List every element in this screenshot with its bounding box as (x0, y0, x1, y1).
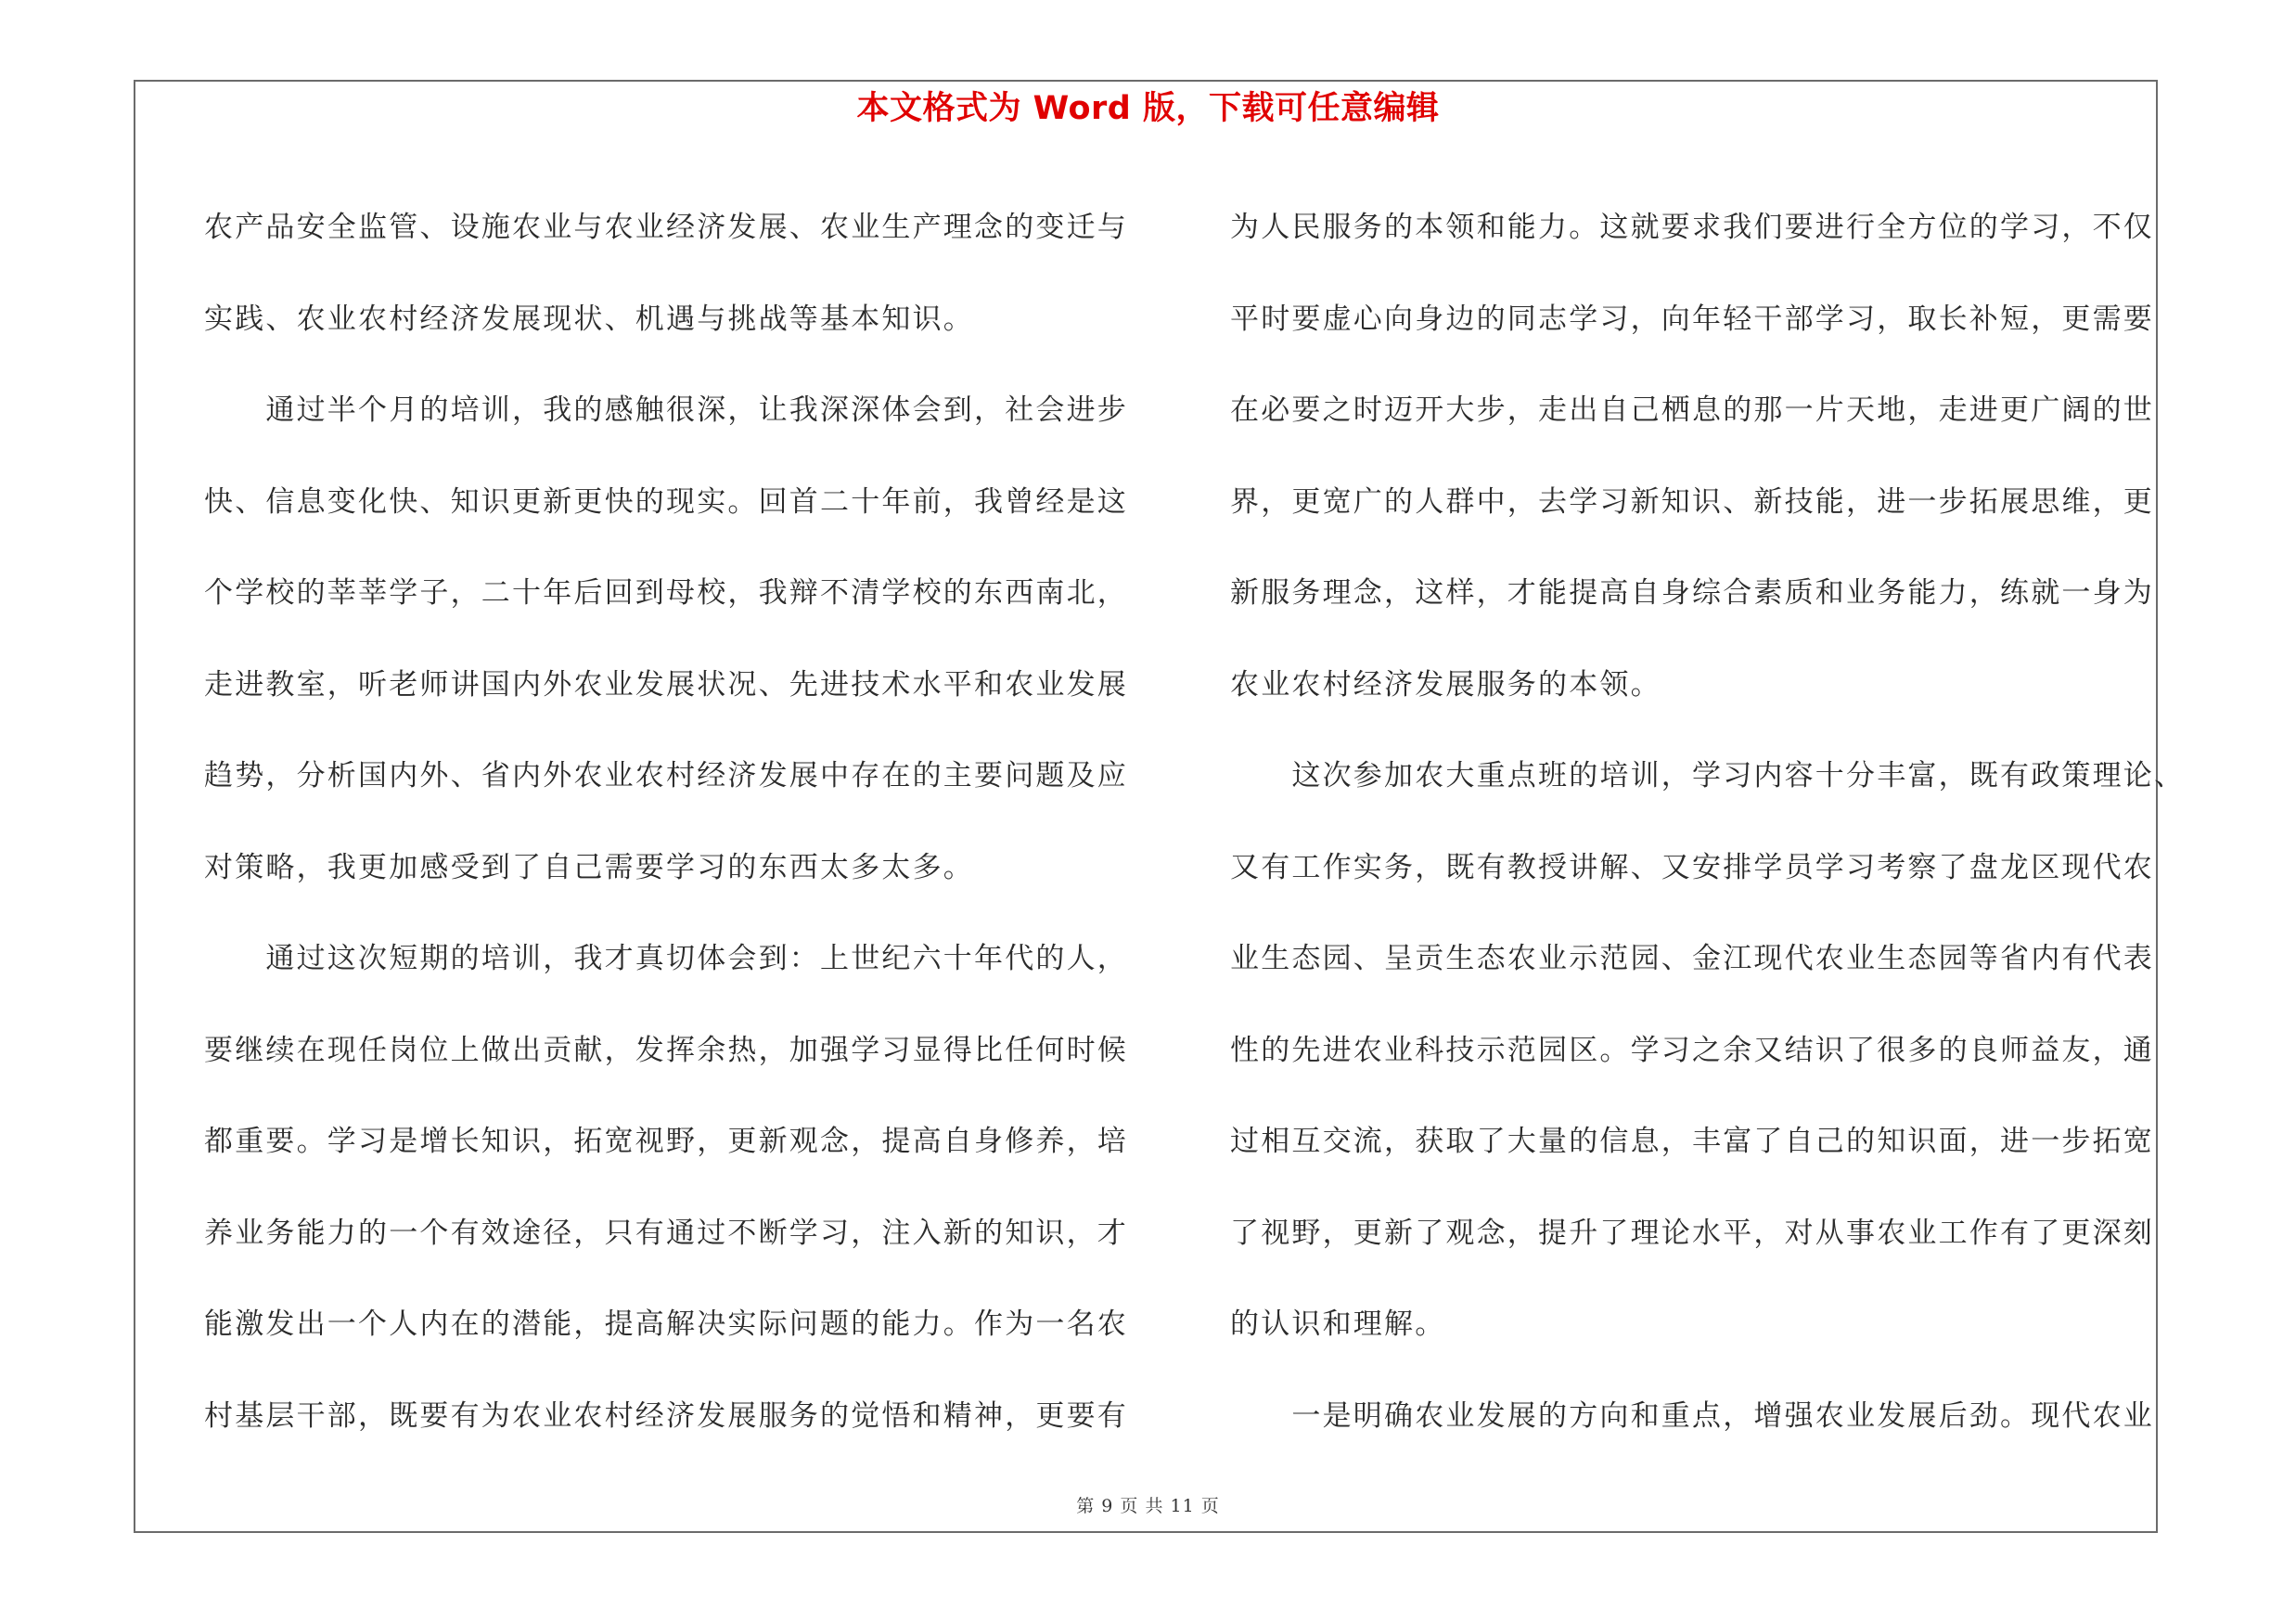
text-line: 村基层干部，既要有为农业农村经济发展服务的觉悟和精神，更要有 (204, 1398, 1128, 1433)
text-line: 过相互交流，获取了大量的信息，丰富了自己的知识面，进一步拓宽 (1230, 1125, 2154, 1158)
text-line: 新服务理念，这样，才能提高自身综合素质和业务能力，练就一身为 (1230, 576, 2154, 610)
text-line: 农业农村经济发展服务的本领。 (1230, 667, 1661, 702)
left-text-column (204, 182, 1141, 1462)
text-line: 个学校的莘莘学子，二十年后回到母校，我辩不清学校的东西南北， (204, 576, 1128, 610)
text-line: 趋势，分析国内外、省内外农业农村经济发展中存在的主要问题及应 (204, 759, 1128, 792)
text-line: 了视野，更新了观念，提升了理论水平，对从事农业工作有了更深刻 (1230, 1216, 2154, 1250)
text-line: 实践、农业农村经济发展现状、机遇与挑战等基本知识。 (204, 302, 974, 336)
text-line: 这次参加农大重点班的培训，学习内容十分丰富，既有政策理论、 (1230, 759, 2186, 792)
text-line: 走进教室，听老师讲国内外农业发展状况、先进技术水平和农业发展 (204, 667, 1128, 702)
text-line: 平时要虚心向身边的同志学习，向年轻干部学习，取长补短，更需要 (1230, 302, 2154, 336)
text-line: 快、信息变化快、知识更新更快的现实。回首二十年前，我曾经是这 (204, 484, 1128, 519)
text-line: 性的先进农业科技示范园区。学习之余又结识了很多的良师益友，通 (1230, 1033, 2154, 1067)
page-number-footer: 第 9 页 共 11 页 (1076, 1496, 1220, 1516)
text-line: 又有工作实务，既有教授讲解、又安排学员学习考察了盘龙区现代农 (1230, 850, 2154, 884)
text-line: 业生态园、呈贡生态农业示范园、金江现代农业生态园等省内有代表 (1230, 942, 2154, 975)
text-line: 界，更宽广的人群中，去学习新知识、新技能，进一步拓展思维，更 (1230, 484, 2154, 519)
right-text-column (1230, 182, 2186, 1462)
text-line: 农产品安全监管、设施农业与农业经济发展、农业生产理念的变迁与 (204, 211, 1128, 244)
text-line: 通过半个月的培训，我的感触很深，让我深深体会到，社会进步 (204, 393, 1128, 427)
text-line: 对策略，我更加感受到了自己需要学习的东西太多太多。 (204, 850, 974, 884)
text-line: 都重要。学习是增长知识，拓宽视野，更新观念，提高自身修养，培 (204, 1125, 1128, 1158)
text-line: 要继续在现任岗位上做出贡献，发挥余热，加强学习显得比任何时候 (204, 1033, 1128, 1067)
text-line: 的认识和理解。 (1230, 1307, 1446, 1341)
text-line: 能激发出一个人内在的潜能，提高解决实际问题的能力。作为一名农 (204, 1307, 1128, 1341)
text-line: 一是明确农业发展的方向和重点，增强农业发展后劲。现代农业 (1230, 1398, 2154, 1433)
text-line: 养业务能力的一个有效途径，只有通过不断学习，注入新的知识，才 (204, 1216, 1128, 1250)
text-line: 在必要之时迈开大步，走出自己栖息的那一片天地，走进更广阔的世 (1230, 393, 2154, 427)
format-notice-banner: 本文格式为 Word 版，下载可任意编辑 (856, 90, 1440, 127)
text-line: 通过这次短期的培训，我才真切体会到：上世纪六十年代的人， (204, 942, 1128, 975)
text-line: 为人民服务的本领和能力。这就要求我们要进行全方位的学习，不仅 (1230, 211, 2154, 244)
